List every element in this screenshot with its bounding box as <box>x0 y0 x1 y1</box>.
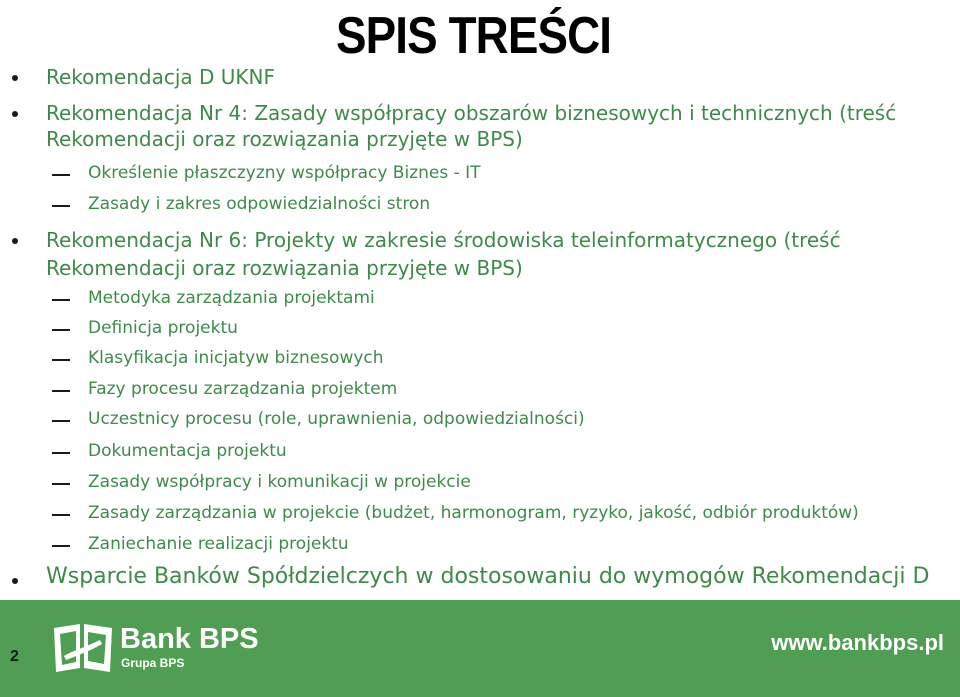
dash-icon <box>52 359 70 361</box>
dash-icon <box>52 514 70 516</box>
bullet-icon <box>12 238 18 244</box>
website-link[interactable]: www.bankbps.pl <box>771 630 944 655</box>
toc-item-rekomendacja-6: Rekomendacja Nr 6: Projekty w zakresie środowiska teleinformatycznego (treść <box>46 228 841 252</box>
toc-subitem-plaszczyzna: Określenie płaszczyzny współpracy Biznes - IT <box>88 163 481 183</box>
toc-subitem-komunikacja: Zasady współpracy i komunikacji w projekcie <box>88 472 471 492</box>
toc-subitem-dokumentacja: Dokumentacja projektu <box>88 441 287 461</box>
dash-icon <box>52 390 70 392</box>
dash-icon <box>52 545 70 547</box>
toc-subitem-uczestnicy: Uczestnicy procesu (role, uprawnienia, odpowiedzialności) <box>88 409 585 429</box>
bullet-icon <box>12 578 18 584</box>
toc-subitem-zaniechanie: Zaniechanie realizacji projektu <box>88 534 349 554</box>
toc-item-rekomendacja-4-cont: Rekomendacji oraz rozwiązania przyjęte w BPS) <box>46 127 523 151</box>
toc-subitem-klasyfikacja: Klasyfikacja inicjatyw biznesowych <box>88 348 384 368</box>
toc-subitem-fazy: Fazy procesu zarządzania projektem <box>88 379 398 399</box>
dash-icon <box>52 205 70 207</box>
toc-item-rekomendacja-d: Rekomendacja D UKNF <box>46 65 275 89</box>
toc-subitem-zasady-zakres: Zasady i zakres odpowiedzialności stron <box>88 194 431 214</box>
toc-item-wsparcie: Wsparcie Banków Spółdzielczych w dostosowaniu do wymogów Rekomendacji D <box>46 564 930 589</box>
bank-name: Bank BPS <box>120 623 259 655</box>
toc-subitem-definicja: Definicja projektu <box>88 318 238 338</box>
dash-icon <box>52 483 70 485</box>
bullet-icon <box>12 75 18 81</box>
toc-subitem-zarzadzanie: Zasady zarządzania w projekcie (budżet, harmonogram, ryzyko, jakość, odbiór produktów) <box>88 503 859 523</box>
dash-icon <box>52 420 70 422</box>
toc-item-rekomendacja-6-cont: Rekomendacji oraz rozwiązania przyjęte w BPS) <box>46 256 523 280</box>
page-number: 2 <box>10 648 19 665</box>
bank-group: Grupa BPS <box>121 656 185 670</box>
toc-subitem-metodyka: Metodyka zarządzania projektami <box>88 288 375 308</box>
page-title: SPIS TREŚCI <box>336 7 612 65</box>
dash-icon <box>52 452 70 454</box>
footer-bar <box>0 600 960 697</box>
dash-icon <box>52 174 70 176</box>
toc-item-rekomendacja-4: Rekomendacja Nr 4: Zasady współpracy obszarów biznesowych i technicznych (treść <box>46 101 897 125</box>
bullet-icon <box>12 111 18 117</box>
bank-bps-logo-icon <box>50 620 116 680</box>
dash-icon <box>52 299 70 301</box>
dash-icon <box>52 329 70 331</box>
